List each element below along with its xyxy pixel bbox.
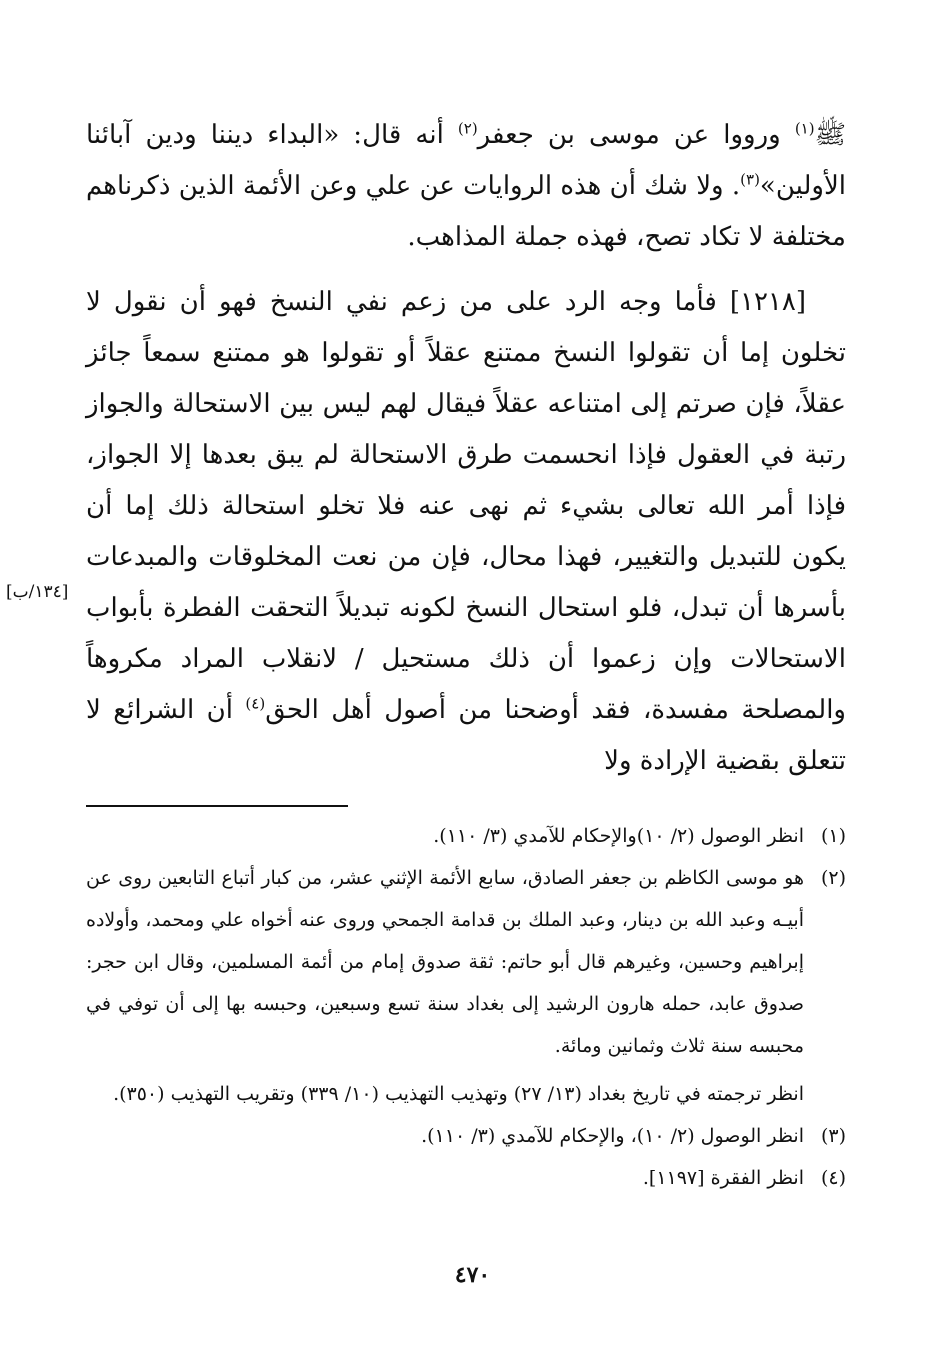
paragraph-2	[6, 277, 846, 787]
footnote-ref-2[interactable]: (٢)	[457, 119, 478, 138]
footnotes	[86, 815, 846, 1199]
footnote-ref-4[interactable]: (٤)	[245, 694, 266, 713]
footnote-number: (١)	[820, 825, 846, 847]
footnote-number: (٢)	[820, 867, 846, 889]
salutation-glyph: ﷺ	[814, 120, 847, 150]
footnote-2	[86, 857, 846, 1067]
footnote-text: انظر الوصول (٢/ ١٠)والإحكام للآمدي (٣/ ١١٠).	[433, 825, 804, 847]
para2-text-a: [١٢١٨] فأما وجه الرد على من زعم نفي النسخ فهو أن نقول لا تخلون إما أن تقولوا النسخ ممتنع عقلاً أو تقولوا هو ممتنع سمعاً جائز عقلاً، فإن صرتم إلى امتناعه عقلاً فيقال لهم ليس بين الاستحالة والجواز رتبة في العقول فإذا انحسمت طرق الاستحالة لم يبق بعدها إلا الجواز، فإذا أمر الله تعالى بشيء ثم نهى عنه فلا تخلو استحالة ذلك إما أن يكون للتبديل والتغيير، فهذا محال، فإن من نعت المخلوقات والمبدعات بأسرها أن تبدل، فلو استحال النسخ لكونه تبديلاً التحقت الفطرة بأبواب الاستحالات وإن زعموا أن ذلك مستحيل / لانقلاب المراد مكروهاً والمصلحة مفسدة، فقد أوضحنا من أصول أهل الحق	[86, 287, 846, 725]
page-number: ٤٧٠	[454, 1262, 491, 1288]
paragraph-1	[86, 110, 846, 263]
para1-text-c: . ولا شك أن هذه الروايات عن علي وعن الأئمة الذين ذكرناهم مختلفة لا تكاد تصح، فهذه جملة المذاهب.	[86, 171, 846, 252]
footnote-number: (٤)	[820, 1167, 846, 1189]
footnote-2-reference: انظر ترجمته في تاريخ بغداد (١٣/ ٢٧) وتهذيب التهذيب (١٠/ ٣٣٩) وتقريب التهذيب (٣٥٠).	[113, 1083, 804, 1105]
footnote-ref-3[interactable]: (٣)	[740, 170, 760, 189]
folio-margin-note: [١٣٤/ب]	[6, 582, 69, 602]
footnote-text: انظر الفقرة [١١٩٧].	[642, 1167, 804, 1189]
para1-text-a: ورووا عن موسى بن جعفر	[477, 120, 795, 150]
footnote-number: (٣)	[820, 1125, 846, 1147]
footnote-1	[86, 815, 846, 857]
footnote-4	[86, 1157, 846, 1199]
footnote-3	[86, 1115, 846, 1157]
footnote-text: هو موسى الكاظم بن جعفر الصادق، سابع الأئمة الإثني عشر، من كبار أتباع التابعين روى عن أبيـه وعبد الله بن دينار، وعبد الملك بن قدامة الجمحي وروى عنه أخواه علي ومحمد، وأولاده إبراهيم وحسين، وغيرهم قال أبو حاتم: ثقة صدوق إمام من أئمة المسلمين، وقال ابن حجر: صدوق عابد، حمله هارون الرشيد إلى بغداد سنة تسع وسبعين، وحبسه بها إلى أن توفي في محبسه سنة ثلاث وثمانين ومائة.	[86, 867, 804, 1057]
footnote-ref-1[interactable]: (١)	[794, 119, 815, 138]
page	[6, 110, 847, 1372]
para2-text-b: أن الشرائع لا تتعلق بقضية الإرادة ولا	[86, 695, 846, 776]
para1-text-b: أنه قال: «البداء ديننا ودين آبائنا الأولين»	[86, 120, 846, 201]
footnote-text: انظر الوصول (٢/ ١٠)، والإحكام للآمدي (٣/ ١١٠).	[421, 1125, 804, 1147]
footnote-divider	[86, 805, 348, 807]
main-text	[6, 110, 847, 787]
